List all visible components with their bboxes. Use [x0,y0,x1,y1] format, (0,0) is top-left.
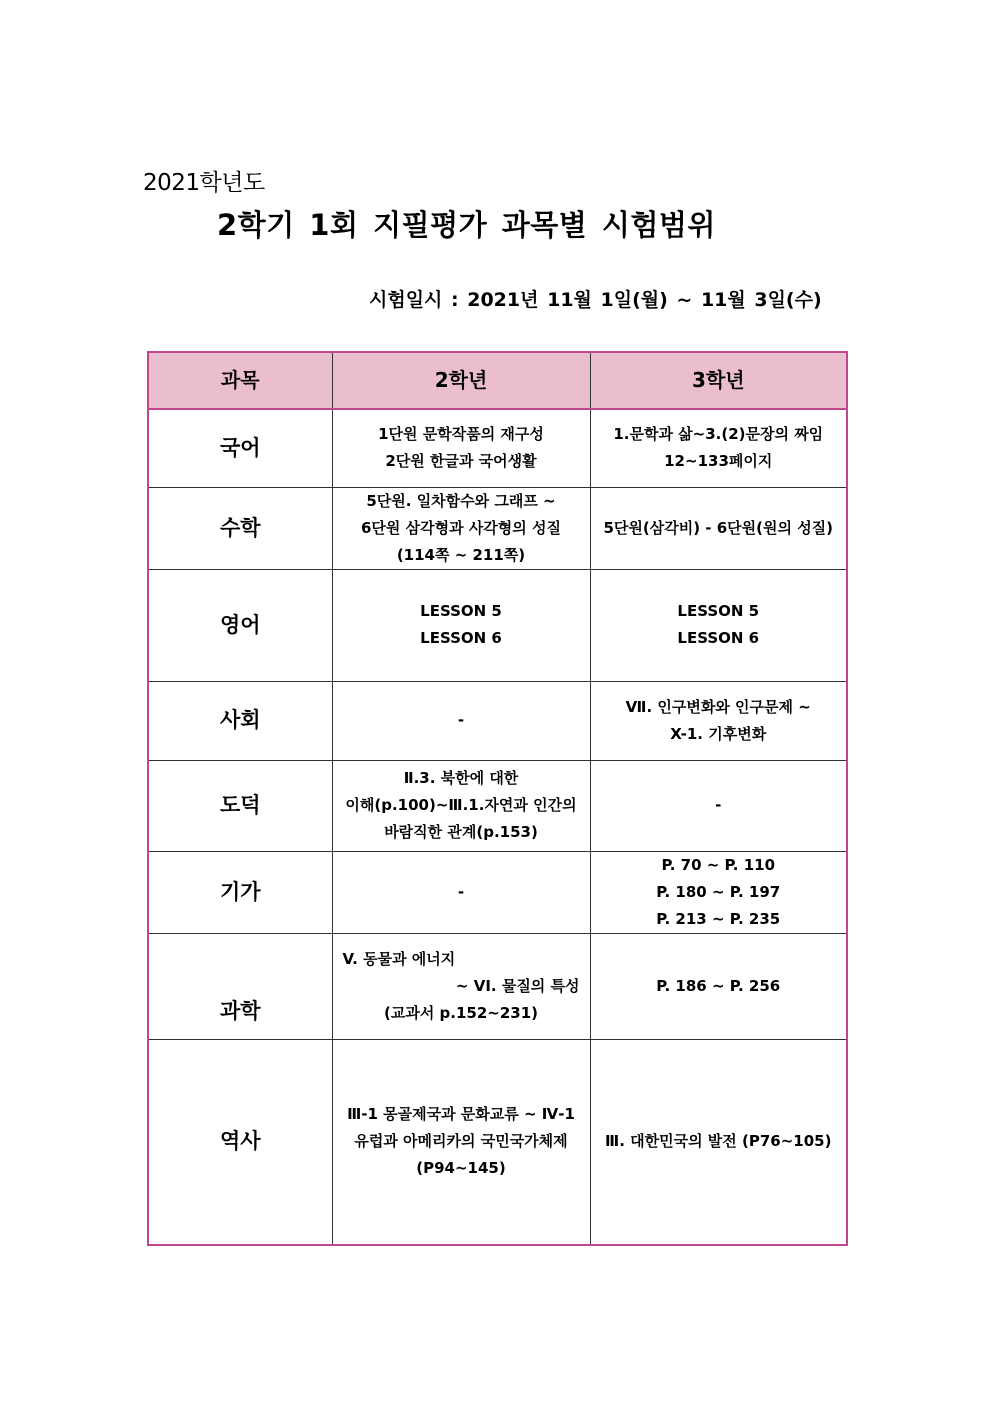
grade3-cell [590,487,847,569]
column-header-grade2: 2학년 [332,352,590,409]
grade2-cell [332,569,590,681]
scope-line: (114쪽 ~ 211쪽) [396,545,526,564]
scope-line: X-1. 기후변화 [670,724,767,743]
scope-line: P. 180 ~ P. 197 [656,882,781,901]
scope-line: LESSON 5 [677,602,760,620]
scope-line: 바람직한 관계(p.153) [384,823,538,841]
scope-line: - [457,882,465,901]
scope-line: P. 186 ~ P. 256 [656,976,781,995]
scope-line: 12~133페이지 [664,452,773,471]
scope-line: ~ VI. 물질의 특성 [455,976,580,995]
scope-line: P. 213 ~ P. 235 [656,909,781,928]
grade3-cell [590,933,847,1039]
scope-line: P. 70 ~ P. 110 [661,855,776,874]
grade2-cell [332,409,590,487]
exam-period: 시험일시 : 2021년 11월 1일(월) ~ 11월 3일(수) [369,289,822,311]
scope-line: Ⅲ. 대한민국의 발전 (P76~105) [605,1132,832,1151]
table-row [148,851,847,933]
grade3-cell [590,851,847,933]
table-row [148,681,847,760]
scope-line: Ⅱ.3. 북한에 대한 [403,769,519,787]
scope-line: 6단원 삼각형과 사각형의 성질 [361,518,561,537]
grade3-cell [590,1039,847,1245]
scope-line: 1단원 문학작품의 재구성 [378,425,544,444]
column-header-grade3: 3학년 [590,352,847,409]
table-row [148,1039,847,1245]
grade3-cell [590,569,847,681]
scope-line: Ⅶ. 인구변화와 인구문제 ~ [625,697,811,716]
scope-line: 5단원(삼각비) - 6단원(원의 성질) [603,518,834,537]
grade3-cell [590,681,847,760]
table-row [148,933,847,1039]
scope-line: 이해(p.100)~Ⅲ.1.자연과 인간의 [345,796,577,814]
subject-cell: 사회 [148,681,332,760]
subject-cell: 도덕 [148,760,332,851]
grade3-cell [590,409,847,487]
grade2-cell [332,487,590,569]
scope-line: LESSON 6 [420,629,502,647]
scope-line: 유럽과 아메리카의 국민국가체제 [354,1132,568,1151]
subject-cell: 역사 [148,1039,332,1245]
table-row [148,409,847,487]
scope-line: (P94~145) [416,1159,506,1178]
subject-cell: 수학 [148,487,332,569]
grade3-cell [590,760,847,851]
table-row [148,569,847,681]
scope-line: Ⅲ-1 몽골제국과 문화교류 ~ Ⅳ-1 [347,1105,575,1124]
table-row [148,487,847,569]
scope-line: (교과서 p.152~231) [383,1003,539,1022]
subject-cell: 기가 [148,851,332,933]
scope-line: V. 동물과 에너지 [342,949,456,968]
scope-line: LESSON 5 [420,602,502,620]
grade2-cell [332,933,590,1039]
scope-line: 1.문학과 삶~3.(2)문장의 짜임 [613,425,824,444]
scope-line: 5단원. 일차함수와 그래프 ~ [366,491,556,510]
table-header-row [148,352,847,409]
column-header-subject: 과목 [148,352,332,409]
grade2-cell [332,681,590,760]
table-row [148,760,847,851]
exam-scope-table [147,351,848,1246]
scope-line: - [715,796,722,814]
school-year: 2021학년도 [143,170,265,196]
subject-cell: 과학 [148,933,332,1039]
document-title: 2학기 1회 지필평가 과목별 시험범위 [217,208,716,242]
subject-cell: 영어 [148,569,332,681]
scope-line: 2단원 한글과 국어생활 [385,452,537,471]
grade2-cell [332,851,590,933]
scope-line: - [457,711,465,729]
subject-cell: 국어 [148,409,332,487]
grade2-cell [332,1039,590,1245]
grade2-cell [332,760,590,851]
scope-line: LESSON 6 [677,629,760,647]
